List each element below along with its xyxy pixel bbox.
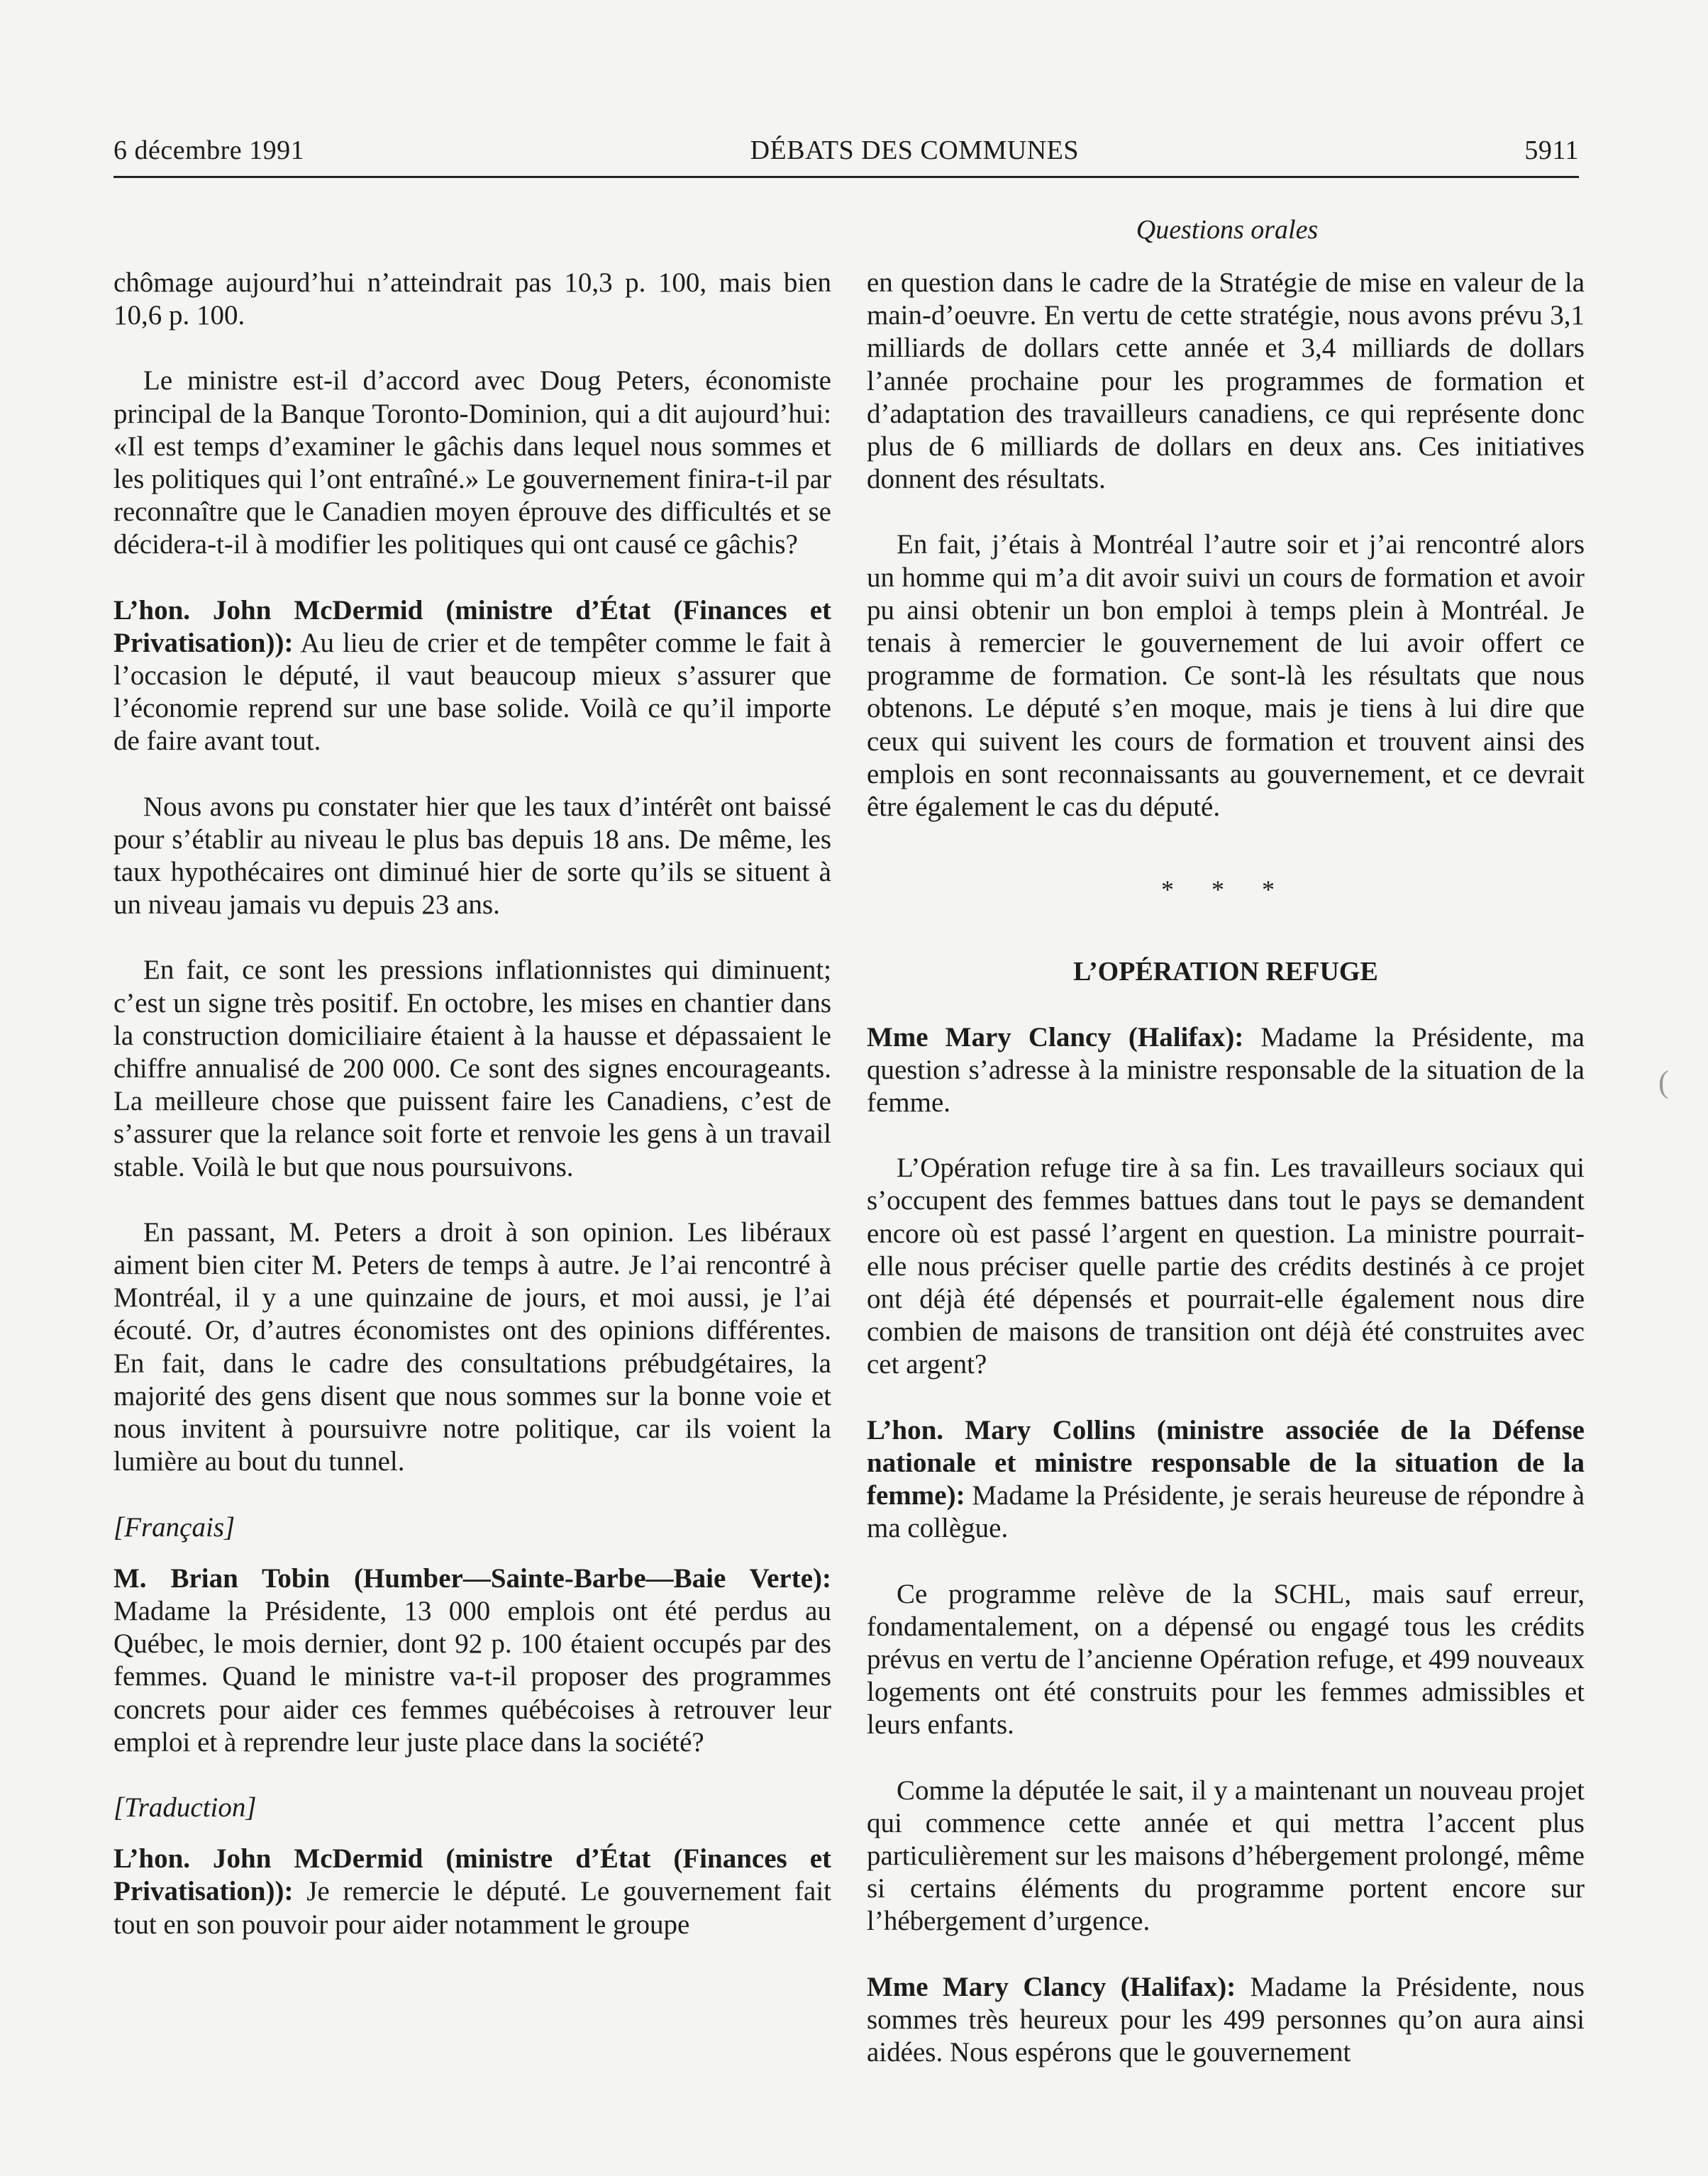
paragraph: En fait, ce sont les pressions inflationnistes qui diminuent; c’est un signe très positif. En octobre, les mises en chantier dans la construction domiciliaire étaient à la hausse et dépassaient le chiffre annualisé de 200 000. Ce sont des signes encourageants. La meilleure chose que puissent faire les Canadiens, c’est de s’assurer que la relance soit forte et renvoie les gens à un travail stable. Voilà le but que nous poursuivons.: [113, 955, 831, 1182]
speech-text: Je remercie le député. Le gouvernement fait tout en son pouvoir pour aider notamment le groupe: [113, 1876, 831, 1940]
speech-paragraph: [113, 594, 831, 758]
margin-mark: (: [1658, 1065, 1669, 1099]
header-title: DÉBATS DES COMMUNES: [750, 135, 1080, 165]
paragraph: Nous avons pu constater hier que les taux d’intérêt ont baissé pour s’établir au niveau le plus bas depuis 18 ans. De même, les taux hypothécaires ont diminué hier de sorte qu’ils se situent à un niveau jamais vu depuis 23 ans.: [113, 791, 831, 921]
paragraph: Comme la députée le sait, il y a maintenant un nouveau projet qui commence cette année et qui mettra l’accent plus particulièrement sur les maisons d’hébergement prolongé, même si certains éléments du programme portent encore sur l’hébergement d’urgence.: [867, 1775, 1585, 1937]
speech-paragraph: [113, 1843, 831, 1941]
speech-paragraph: [113, 1562, 831, 1759]
speaker-name: L’hon. John McDermid (ministre d’État (Finances et Privatisation)):: [113, 594, 831, 658]
left-column: [113, 267, 831, 1974]
language-tag: [Français]: [113, 1511, 235, 1543]
section-label: Questions orales: [1136, 215, 1319, 245]
paragraph: en question dans le cadre de la Stratégie de mise en valeur de la main-d’oeuvre. En vertu de cette stratégie, nous avons prévu 3,1 milliards de dollars cette année et 3,4 milliards de dollars l’année prochaine pour les programmes de formation et d’adaptation des travailleurs canadiens, ce qui représente donc plus de 6 milliards de dollars en deux ans. Ces initiatives donnent des résultats.: [867, 267, 1585, 495]
header-date: 6 décembre 1991: [113, 135, 305, 165]
paragraph: L’Opération refuge tire à sa fin. Les travailleurs sociaux qui s’occupent des femmes battues dans tout le pays se demandent encore où est passé l’argent en question. La ministre pourrait-elle nous préciser quelle partie des crédits destinés à ce projet ont déjà été dépensés et pourrait-elle également nous dire combien de maisons de transition ont déjà été construites avec cet argent?: [867, 1153, 1585, 1380]
speech-text: Madame la Présidente, nous sommes très heureux pour les 499 personnes qu’on aura ainsi aidées. Nous espérons que le gouvernement: [867, 1971, 1585, 2067]
speech-text: Madame la Présidente, 13 000 emplois ont été perdus au Québec, le mois dernier, dont 92 p. 100 étaient occupés par des femmes. Quand le ministre va-t-il proposer des programmes concrets pour aider ces femmes québécoises à retrouver leur emploi et à reprendre leur juste place dans la société?: [113, 1595, 831, 1758]
speech-paragraph: [867, 1414, 1585, 1545]
header-rule: [113, 176, 1579, 178]
paragraph: En fait, j’étais à Montréal l’autre soir et j’ai rencontré alors un homme qui m’a dit avoir suivi un cours de formation et avoir pu ainsi obtenir un bon emploi à temps plein à Montréal. Je tenais à remercier le gouvernement de lui avoir offert ce programme de formation. Ce sont-là les résultats que nous obtenons. Le député s’en moque, mais je tiens à lui dire que ceux qui suivent les cours de formation et trouvent ainsi des emplois en sont reconnaissants au gouvernement, et ce devrait être également le cas du député.: [867, 529, 1585, 823]
paragraph: chômage aujourd’hui n’atteindrait pas 10,3 p. 100, mais bien 10,6 p. 100.: [113, 267, 831, 331]
speaker-name: L’hon. John McDermid (ministre d’État (Finances et Privatisation)):: [113, 1843, 831, 1907]
paragraph: En passant, M. Peters a droit à son opinion. Les libéraux aiment bien citer M. Peters de temps à autre. Je l’ai rencontré à Montréal, il y a une quinzaine de jours, et moi aussi, je l’ai écouté. Or, d’autres économistes ont des opinions différentes. En fait, dans le cadre des consultations prébudgétaires, la majorité des gens disent que nous sommes sur la bonne voie et nous invitent à poursuivre notre politique, car ils voient la lumière au bout du tunnel.: [113, 1216, 831, 1477]
right-column: [867, 267, 1585, 2102]
paragraph: Ce programme relève de la SCHL, mais sauf erreur, fondamentalement, on a dépensé ou engagé tous les crédits prévus en vertu de l’ancienne Opération refuge, et 499 nouveaux logements ont été construits pour les femmes admissibles et leurs enfants.: [867, 1578, 1585, 1741]
language-tag: [Traduction]: [113, 1792, 257, 1823]
speech-paragraph: [867, 1971, 1585, 2070]
page-header: [113, 135, 1579, 166]
speaker-name: M. Brian Tobin (Humber—Sainte-Barbe—Baie Verte):: [113, 1562, 831, 1594]
speech-text: Madame la Présidente, je serais heureuse de répondre à ma collègue.: [867, 1480, 1585, 1544]
section-heading: L’OPÉRATION REFUGE: [1073, 957, 1378, 987]
section-separator: * * *: [1161, 875, 1290, 904]
speech-text: Madame la Présidente, ma question s’adresse à la ministre responsable de la situation de la femme.: [867, 1021, 1585, 1118]
page-number: 5911: [1524, 135, 1579, 165]
speech-paragraph: [867, 1021, 1585, 1120]
speech-text: Au lieu de crier et de tempêter comme le fait à l’occasion le député, il vaut beaucoup mieux s’assurer que l’économie reprend sur une base solide. Voilà ce qu’il importe de faire avant tout.: [113, 627, 831, 757]
speaker-name: L’hon. Mary Collins (ministre associée de la Défense nationale et ministre responsable de la situation de la femme):: [867, 1414, 1585, 1511]
speaker-name: Mme Mary Clancy (Halifax):: [867, 1971, 1236, 2002]
paragraph: Le ministre est-il d’accord avec Doug Peters, économiste principal de la Banque Toronto-Dominion, qui a dit aujourd’hui: «Il est temps d’examiner le gâchis dans lequel nous sommes et les politiques qui l’ont entraîné.» Le gouvernement finira-t-il par reconnaître que le Canadien moyen éprouve des difficultés et se décidera-t-il à modifier les politiques qui ont causé ce gâchis?: [113, 365, 831, 560]
speaker-name: Mme Mary Clancy (Halifax):: [867, 1021, 1244, 1053]
